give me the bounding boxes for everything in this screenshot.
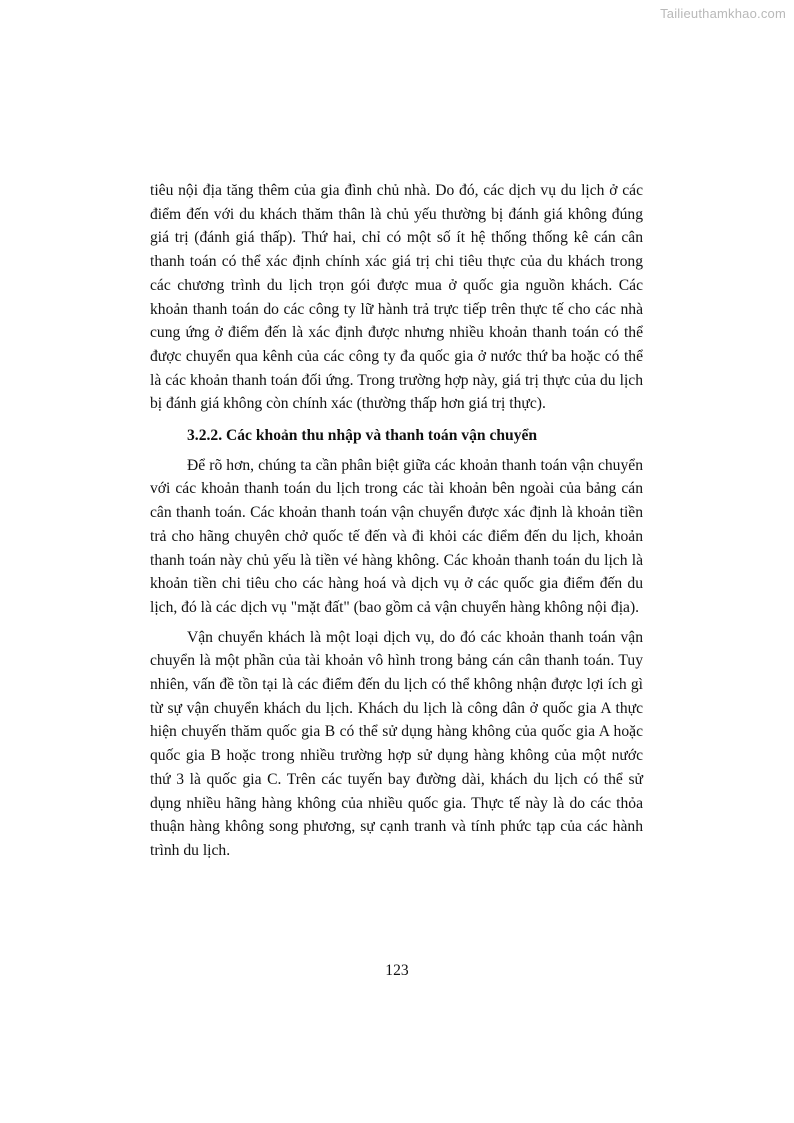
paragraph-continued: tiêu nội địa tăng thêm của gia đình chủ nhà. Do đó, các dịch vụ du lịch ở các điểm đến với du khách thăm thân là chủ yếu thường bị đánh giá không đúng giá trị (đánh giá thấp). Thứ hai, chỉ có một số ít hệ thống thống kê cán cân thanh toán có thể xác định chính xác giá trị chi tiêu thực của du khách trong các chương trình du lịch trọn gói được mua ở quốc gia nguồn khách. Các khoản thanh toán do các công ty lữ hành trả trực tiếp trên thực tế cho các nhà cung ứng ở điểm đến là xác định được nhưng nhiều khoản thanh toán có thể được chuyển qua kênh của các công ty đa quốc gia ở nước thứ ba hoặc có thể là các khoản thanh toán đối ứng. Trong trường hợp này, giá trị thực của du lịch bị đánh giá không còn chính xác (thường thấp hơn giá trị thực). (150, 182, 643, 413)
page-number: 123 (385, 962, 409, 979)
paragraph-passenger-transport: Vận chuyển khách là một loại dịch vụ, do đó các khoản thanh toán vận chuyển là một phần của tài khoản vô hình trong bảng cán cân thanh toán. Tuy nhiên, vấn đề tồn tại là các điểm đến du lịch có thể không nhận được lợi ích gì từ sự vận chuyển khách du lịch. Khách du lịch là công dân ở quốc gia A thực hiện chuyến thăm quốc gia B có thể sử dụng hàng không của quốc gia A hoặc quốc gia B hoặc trong nhiều trường hợp sử dụng hàng không của một nước thứ 3 là quốc gia C. Trên các tuyến bay đường dài, khách du lịch có thể sử dụng nhiều hãng hàng không của nhiều quốc gia. Thực tế này là do các thỏa thuận hàng không song phương, sự cạnh tranh và tính phức tạp của các hành trình du lịch. (150, 628, 643, 859)
page-body (150, 179, 643, 863)
section-heading: 3.2.2. Các khoản thu nhập và thanh toán vận chuyển (187, 427, 538, 445)
paragraph-transport-payments: Để rõ hơn, chúng ta cần phân biệt giữa các khoản thanh toán vận chuyển với các khoản thanh toán du lịch trong các tài khoản bên ngoài của bảng cán cân thanh toán. Các khoản thanh toán vận chuyển được xác định là khoản tiền trả cho hãng chuyên chở quốc tế đến và đi khỏi các điểm đến du lịch, khoản thanh toán này chủ yếu là tiền vé hàng không. Các khoản thanh toán du lịch là khoản tiền chi tiêu cho các hàng hoá và dịch vụ ở các quốc gia điểm đến du lịch, đó là các dịch vụ "mặt đất" (bao gồm cả vận chuyển hàng không nội địa). (150, 456, 643, 616)
watermark-text: Tailieuthamkhao.com (660, 6, 786, 21)
